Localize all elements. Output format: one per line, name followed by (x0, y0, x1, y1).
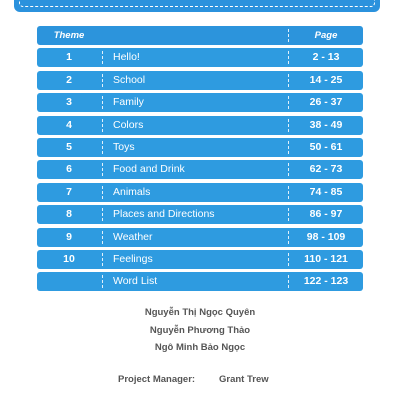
toc-theme-title: Family (113, 96, 144, 109)
toc-page-range: 74 - 85 (309, 185, 343, 198)
project-manager-name: Grant Trew (219, 374, 269, 385)
author-name: Nguyễn Phương Thảo (149, 324, 251, 336)
credits-authors (0, 304, 400, 357)
toc-page-range: 110 - 121 (304, 252, 348, 265)
toc-row (37, 228, 363, 247)
toc-theme-number: 4 (66, 118, 72, 131)
toc-page-range: 62 - 73 (309, 163, 343, 176)
table-of-contents (37, 26, 363, 295)
toc-theme-number: 1 (66, 51, 72, 64)
toc-page-range: 98 - 109 (306, 230, 346, 243)
toc-page-range: 86 - 97 (309, 208, 343, 221)
toc-separator (102, 208, 103, 221)
toc-row (37, 250, 363, 269)
toc-theme-title: Toys (113, 140, 135, 153)
toc-page-range: 14 - 25 (309, 73, 343, 86)
toc-row (37, 160, 363, 179)
toc-separator (102, 51, 103, 64)
toc-theme-number: 7 (66, 185, 72, 198)
top-frame-dashed-border (19, 0, 375, 7)
toc-theme-title: Animals (113, 185, 151, 198)
toc-rows (37, 48, 363, 291)
toc-row (37, 93, 363, 112)
toc-row (37, 116, 363, 135)
author-name: Nguyễn Thị Ngọc Quyên (144, 307, 256, 318)
toc-header-page: Page (314, 30, 338, 41)
toc-row (37, 272, 363, 291)
toc-separator (102, 186, 103, 199)
author-name: Ngô Minh Bảo Ngọc (154, 342, 246, 353)
toc-theme-number: 6 (66, 163, 72, 176)
toc-theme-title: Colors (113, 118, 144, 131)
toc-theme-title: Places and Directions (113, 208, 215, 221)
toc-theme-number: 5 (66, 140, 72, 153)
toc-row (37, 48, 363, 67)
toc-theme-number: 2 (66, 73, 72, 86)
toc-page-range: 38 - 49 (309, 118, 343, 131)
toc-page-range: 122 - 123 (303, 275, 349, 288)
toc-separator (102, 275, 103, 288)
toc-theme-title: Hello! (113, 51, 140, 64)
toc-theme-number: 8 (66, 208, 72, 221)
toc-header-theme: Theme (53, 30, 85, 41)
project-manager-credit (0, 372, 400, 388)
toc-page-range: 2 - 13 (312, 51, 340, 64)
project-manager-label: Project Manager: (118, 374, 196, 385)
toc-theme-number: 10 (63, 252, 75, 265)
toc-row (37, 138, 363, 157)
toc-separator (102, 141, 103, 154)
toc-header-row (37, 26, 363, 45)
toc-separator (102, 74, 103, 87)
toc-separator (102, 253, 103, 266)
toc-row (37, 205, 363, 224)
toc-page-range: 26 - 37 (309, 96, 343, 109)
top-decorative-frame (14, 0, 380, 12)
toc-row (37, 183, 363, 202)
toc-theme-number (37, 272, 101, 291)
toc-theme-title: Food and Drink (113, 163, 185, 176)
toc-theme-title: School (113, 73, 146, 86)
toc-theme-number: 3 (66, 96, 72, 109)
toc-row (37, 71, 363, 90)
toc-theme-number: 9 (66, 230, 72, 243)
toc-separator (102, 231, 103, 244)
toc-page-range: 50 - 61 (309, 140, 343, 153)
toc-theme-title: Feelings (113, 252, 153, 265)
toc-theme-title: Word List (113, 275, 158, 288)
toc-theme-title: Weather (113, 230, 153, 243)
toc-separator (102, 163, 103, 176)
toc-separator (102, 119, 103, 132)
toc-separator (102, 96, 103, 109)
